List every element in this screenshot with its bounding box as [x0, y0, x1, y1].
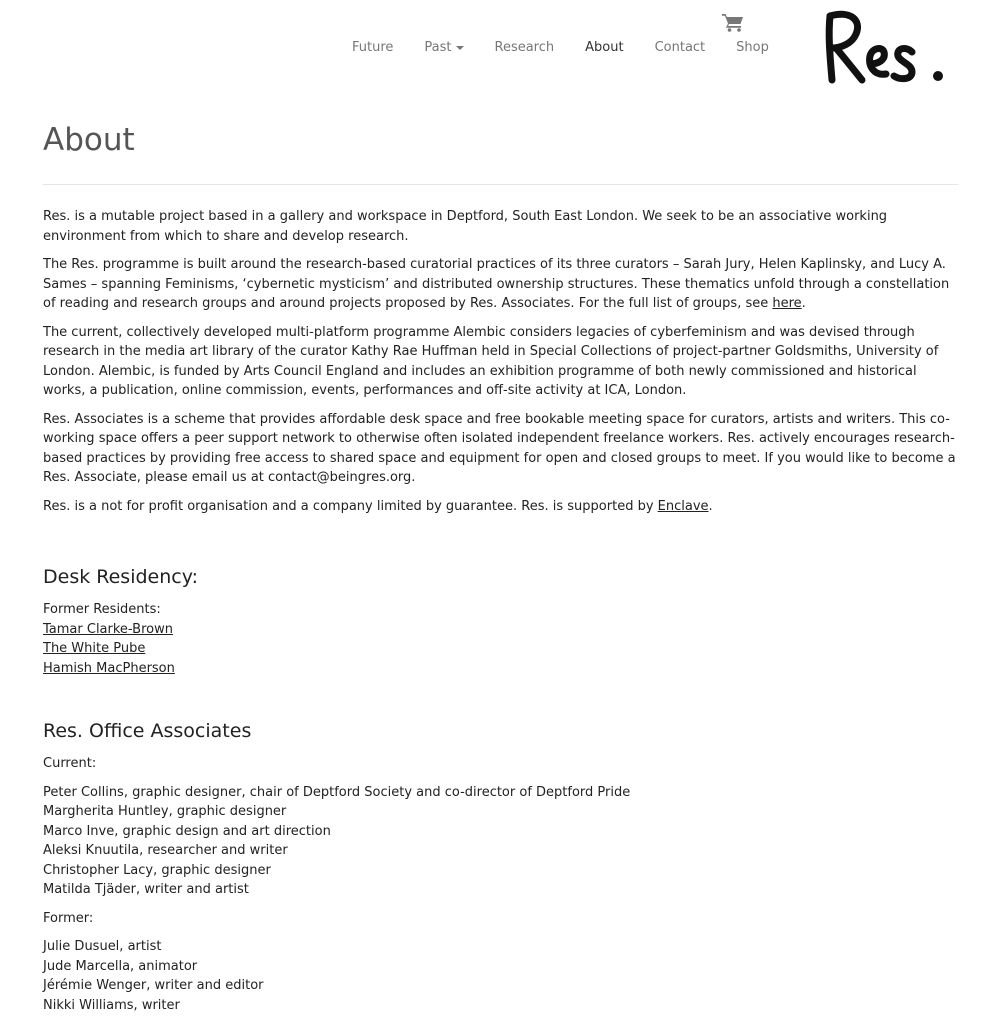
resident-link-1[interactable]: Tamar Clarke-Brown — [43, 621, 173, 637]
enclave-link[interactable]: Enclave — [657, 498, 709, 514]
former-associate-item: Julie Dusuel, artist — [43, 939, 162, 954]
main-content — [43, 110, 958, 1024]
intro-p2-end: . — [801, 296, 806, 311]
main-nav — [352, 40, 800, 55]
resident-link-3[interactable]: Hamish MacPherson — [43, 660, 175, 676]
desk-residency-heading: Desk Residency: — [43, 566, 198, 588]
associate-item: Peter Collins, graphic designer, chair of Deptford Society and co-director of Deptford Pride — [43, 784, 631, 800]
associate-item: Margherita Huntley, graphic designer — [43, 804, 287, 819]
intro-paragraph-2 — [43, 255, 958, 314]
nav-shop[interactable]: Shop — [736, 40, 769, 55]
intro-paragraph-1: Res. is a mutable project based in a gallery and workspace in Deptford, South East London. We seek to be an associative working environment from which to share and develop research. — [43, 209, 888, 244]
cart-icon[interactable] — [722, 12, 744, 32]
res-logo[interactable] — [820, 6, 950, 90]
here-link[interactable]: here — [772, 296, 802, 311]
intro-p5-text: Res. is a not for profit organisation and a company limited by guarantee. Res. is supported by — [43, 498, 658, 514]
office-associates-heading: Res. Office Associates — [43, 720, 252, 742]
nav-contact[interactable]: Contact — [654, 40, 706, 55]
current-associates-list — [43, 783, 958, 900]
former-associates-list — [43, 937, 958, 1015]
nav-research[interactable]: Research — [494, 40, 555, 55]
former-associate-item: Jude Marcella, animator — [43, 958, 198, 974]
former-residents-label: Former Residents: — [43, 602, 161, 617]
intro-paragraph-5 — [43, 497, 958, 517]
page-title: About — [43, 122, 135, 158]
intro-p2-text: The Res. programme is built around the research-based curatorial practices of its three curators – Sarah Jury, Helen Kaplinsky, and Lucy A. Sames – spanning Feminisms, ‘cybernetic mysticism’ and distributed ownership structures. These thematics unfold through a constellation of reading and research groups and around projects proposed by Res. Associates. For the full list of groups, see — [43, 257, 950, 311]
nav-past-label: Past — [424, 40, 452, 55]
associate-item: Aleksi Knuutila, researcher and writer — [43, 843, 288, 858]
title-divider — [43, 184, 958, 185]
associate-item: Christopher Lacy, graphic designer — [43, 862, 271, 878]
associate-item: Matilda Tjäder, writer and artist — [43, 882, 249, 897]
resident-link-2[interactable]: The White Pube — [43, 641, 146, 656]
nav-about[interactable]: About — [585, 40, 624, 55]
intro-paragraph-3: The current, collectively developed multi-platform programme Alembic considers legacies of cyberfeminism and was devised through research in the media art library of the curator Kathy Rae Huffman held in Special Collections of project-partner Goldsmiths, University of London. Alembic, is funded by Arts Council England and includes an exhibition programme of both newly commissioned and historical works, a publication, online commission, events, performances and off-site activity at ICA, London. — [43, 324, 939, 398]
intro-paragraph-4: Res. Associates is a scheme that provides affordable desk space and free bookable meeting space for curators, artists and writers. This co-working space offers a peer support network to otherwise often isolated independent freelance workers. Res. actively encourages research-based practices by providing free access to shared space and equipment for open and closed groups to meet. If you would like to become a Res. Associate, please email us at contact@beingres.org. — [43, 411, 956, 485]
desk-residency-list — [43, 600, 958, 678]
current-associates-label: Current: — [43, 756, 97, 771]
former-associate-item: Jérémie Wenger, writer and editor — [43, 978, 264, 993]
former-associate-item: Nikki Williams, writer — [43, 997, 180, 1013]
site-header — [0, 0, 1000, 110]
associate-item: Marco Inve, graphic design and art direction — [43, 823, 331, 839]
former-associates-label: Former: — [43, 910, 94, 926]
intro-p5-end: . — [708, 498, 713, 514]
nav-future[interactable]: Future — [352, 40, 394, 55]
caret-down-icon — [456, 46, 464, 50]
nav-past[interactable] — [424, 40, 463, 55]
